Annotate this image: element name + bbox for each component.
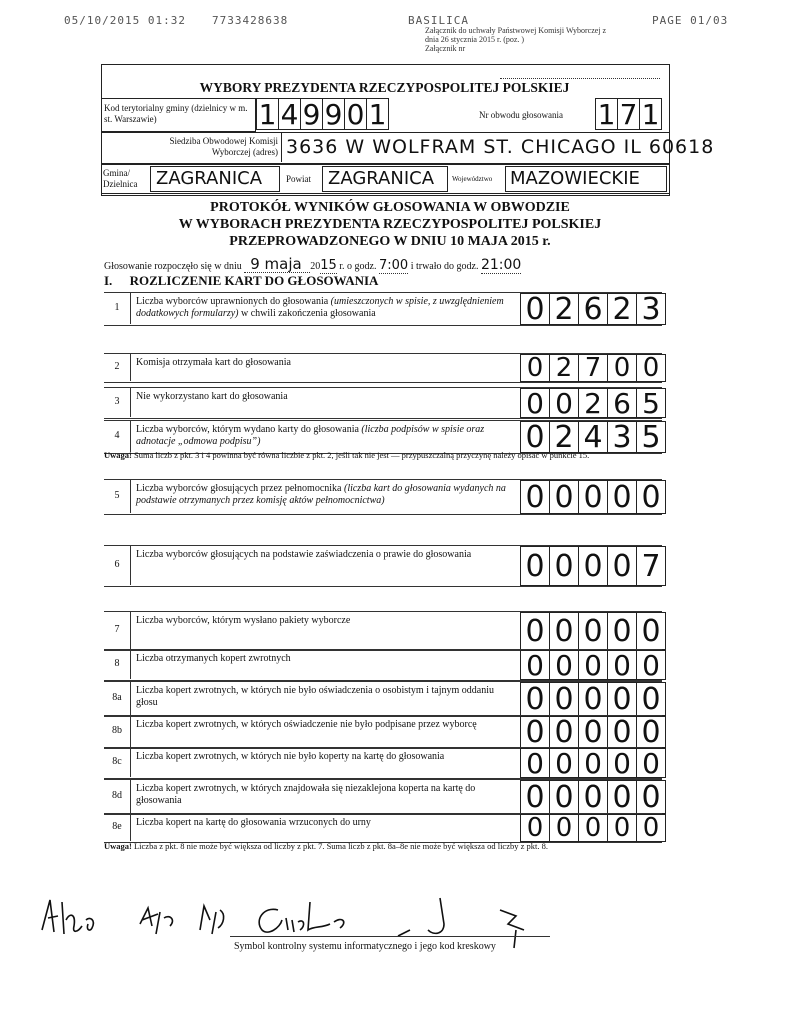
row-8-digit-3: 0: [578, 650, 608, 680]
row-8a-digit-5: 0: [636, 682, 666, 716]
row-3-digit-2: 0: [549, 388, 579, 418]
row-8-digit-2: 0: [549, 650, 579, 680]
row-2-digit-5: 0: [636, 354, 666, 382]
note-2: [104, 842, 674, 852]
row-8a-digit-3: 0: [578, 682, 608, 716]
section-title: ROZLICZENIE KART DO GŁOSOWANIA: [129, 273, 379, 288]
protocol-title: [100, 200, 680, 250]
row-4-digit-5: 5: [636, 421, 666, 453]
row-label: [136, 549, 506, 561]
row-label-text: Liczba kopert zwrotnych, w których nie było oświadczenia o osobistym i tajnym oddaniu głosu: [136, 685, 494, 708]
form-title: WYBORY PREZYDENTA RZECZYPOSPOLITEJ POLSKIEJ: [199, 80, 570, 95]
row-1-digit-5: 3: [636, 293, 666, 325]
fax-phone: 7733428638: [212, 14, 289, 27]
row-6-digit-4: 0: [607, 546, 637, 586]
row-8b-digit-1: 0: [520, 716, 550, 748]
voting-start-line: [104, 255, 664, 273]
territorial-code-digit-6: 1: [366, 98, 389, 130]
attachment-line1: Załącznik do uchwały Państwowej Komisji Wyborczej z: [425, 26, 607, 35]
row-1-digit-2: 2: [549, 293, 579, 325]
row-number: 2: [104, 353, 131, 381]
row-label-text: Liczba kopert zwrotnych, w których nie było koperty na kartę do głosowania: [136, 751, 445, 762]
row-8e-digit-5: 0: [636, 814, 666, 842]
row-8b-digit-5: 0: [636, 716, 666, 748]
row-8c-digit-4: 0: [607, 748, 637, 778]
territorial-code-digit-3: 9: [300, 98, 323, 130]
row-label: [136, 357, 506, 369]
row-8d-digit-5: 0: [636, 780, 666, 814]
attachment-line3: Załącznik nr: [425, 43, 466, 53]
row-3-digit-4: 6: [607, 388, 637, 418]
powiat-label: Powiat: [286, 174, 312, 184]
voting-start-label: Głosowanie rozpoczęło się w dniu: [104, 261, 242, 272]
territorial-code-digit-1: 1: [256, 98, 279, 130]
attachment-note: [425, 27, 665, 53]
row-number: 7: [104, 611, 131, 649]
row-1-digit-4: 2: [607, 293, 637, 325]
row-label-text: Liczba kopert na kartę do głosowania wrzuconych do urny: [136, 817, 371, 828]
row-1-digit-3: 6: [578, 293, 608, 325]
row-number: 8: [104, 649, 131, 679]
row-2-digit-4: 0: [607, 354, 637, 382]
row-2-digit-3: 7: [578, 354, 608, 382]
district-no-label: Nr obwodu głosowania: [479, 110, 563, 120]
row-8e-digit-3: 0: [578, 814, 608, 842]
section-header: [104, 273, 378, 289]
row-8b-digit-4: 0: [607, 716, 637, 748]
note-1-text: Suma liczb z pkt. 3 i 4 powinna być równa liczbie z pkt. 2, jeśli tak nie jest — przypuszczalną przyczynę należy opisać w punkcie 15.: [131, 450, 590, 460]
row-number: 8b: [104, 715, 131, 747]
district-no-digit-2: 7: [617, 98, 640, 130]
row-label: [136, 817, 506, 829]
row-8d-digit-1: 0: [520, 780, 550, 814]
row-8-digit-1: 0: [520, 650, 550, 680]
note-1: [104, 451, 664, 461]
row-5-digit-1: 0: [520, 480, 550, 514]
row-number: 8d: [104, 779, 131, 813]
row-6-digit-2: 0: [549, 546, 579, 586]
row-label-text: Liczba wyborców głosujących przez pełnomocnika: [136, 483, 344, 494]
row-8-digit-5: 0: [636, 650, 666, 680]
row-5-digit-4: 0: [607, 480, 637, 514]
section-number: I.: [104, 273, 113, 288]
fax-sender-name: BASILICA: [408, 14, 469, 27]
barcode-line: [230, 936, 550, 937]
row-label: [136, 751, 506, 763]
row-6-digit-3: 0: [578, 546, 608, 586]
row-label-text: Liczba kopert zwrotnych, w których oświadczenie nie było podpisane przez wyborcę: [136, 719, 477, 730]
row-number: 8a: [104, 681, 131, 715]
row-7-digit-1: 0: [520, 612, 550, 650]
territorial-code-digit-5: 0: [344, 98, 367, 130]
row-8c-digit-5: 0: [636, 748, 666, 778]
territorial-code-label: Kod terytorialny gminy (dzielnicy w m. st. Warszawie): [104, 103, 248, 124]
seat-divider: [281, 132, 282, 162]
row-5-digit-5: 0: [636, 480, 666, 514]
fax-date-time: 05/10/2015 01:32: [64, 14, 186, 27]
district-no-digit-1: 1: [595, 98, 618, 130]
row-number: 3: [104, 387, 131, 417]
row-8c-digit-2: 0: [549, 748, 579, 778]
row-2-digit-1: 0: [520, 354, 550, 382]
row-label-text: Liczba wyborców głosujących na podstawie zaświadczenia o prawie do głosowania: [136, 549, 472, 560]
row-3-digit-1: 0: [520, 388, 550, 418]
protocol-title-line3: PRZEPROWADZONEGO W DNIU 10 MAJA 2015 r.: [229, 233, 551, 249]
row-label-text: Liczba wyborców, którym wysłano pakiety wyborcze: [136, 615, 351, 626]
dotted-line: [500, 70, 660, 79]
row-8e-digit-2: 0: [549, 814, 579, 842]
row-label-italic: (liczba podpisów w spisie oraz adnotacje „odmowa podpisu”): [136, 424, 485, 447]
row-label: [136, 615, 506, 627]
row-8b-digit-2: 0: [549, 716, 579, 748]
gmina-value: ZAGRANICA: [156, 168, 263, 189]
row-8a-digit-4: 0: [607, 682, 637, 716]
territorial-code-digit-2: 4: [278, 98, 301, 130]
row-label-italic: (umieszczonych w spisie, z uwzględnieniem dodatkowych formularzy): [136, 296, 504, 319]
at-hour-label: r. o godz.: [339, 261, 377, 272]
row-number: 8e: [104, 813, 131, 841]
year-suffix: 15: [320, 258, 337, 273]
row-8b-digit-3: 0: [578, 716, 608, 748]
row-8e-digit-4: 0: [607, 814, 637, 842]
row-4-digit-4: 3: [607, 421, 637, 453]
row-3-digit-5: 5: [636, 388, 666, 418]
row-label: [136, 719, 506, 731]
row-label: [136, 424, 506, 447]
row-number: 6: [104, 545, 131, 585]
row-8d-digit-4: 0: [607, 780, 637, 814]
row-7-digit-3: 0: [578, 612, 608, 650]
row-label-text: Liczba otrzymanych kopert zwrotnych: [136, 653, 291, 664]
lasted-label: i trwało do godz.: [410, 261, 479, 272]
row-7-digit-4: 0: [607, 612, 637, 650]
row-4-digit-3: 4: [578, 421, 608, 453]
territorial-code-digit-4: 9: [322, 98, 345, 130]
row-label-italic: (liczba kart do głosowania wydanych na podstawie otrzymanych przez komisję aktów pełnomocnictwa): [136, 483, 506, 506]
row-6-digit-1: 0: [520, 546, 550, 586]
row-label-text: Komisja otrzymała kart do głosowania: [136, 357, 291, 368]
row-label-tail: w chwili zakończenia głosowania: [238, 307, 376, 319]
row-5-digit-3: 0: [578, 480, 608, 514]
row-7-digit-5: 0: [636, 612, 666, 650]
row-4-digit-2: 2: [549, 421, 579, 453]
powiat-value: ZAGRANICA: [328, 168, 435, 189]
row-label: [136, 783, 506, 806]
row-8c-digit-1: 0: [520, 748, 550, 778]
gmina-label: Gmina/ Dzielnica: [103, 168, 138, 189]
row-8d-digit-2: 0: [549, 780, 579, 814]
commission-seat-value: 3636 W WOLFRAM ST. CHICAGO IL 60618: [286, 136, 715, 158]
wojewodztwo-label: Województwo: [452, 175, 493, 183]
note-2-label: Uwaga!: [104, 841, 132, 851]
end-hour: 21:00: [480, 257, 522, 273]
wojewodztwo-value: MAZOWIECKIE: [510, 168, 640, 189]
row-number: 8c: [104, 747, 131, 777]
row-number: 5: [104, 479, 131, 513]
row-number: 4: [104, 420, 131, 452]
attachment-line2: dnia 26 stycznia 2015 r. (poz. ): [425, 34, 525, 44]
row-label-text: Liczba wyborców, którym wydano karty do głosowania: [136, 424, 362, 435]
row-7-digit-2: 0: [549, 612, 579, 650]
row-8a-digit-2: 0: [549, 682, 579, 716]
row-4-digit-1: 0: [520, 421, 550, 453]
row-2-digit-2: 2: [549, 354, 579, 382]
row-8c-digit-3: 0: [578, 748, 608, 778]
year-prefix: 20: [310, 261, 321, 272]
voting-day: 9 maja: [250, 255, 302, 273]
row-3-digit-3: 2: [578, 388, 608, 418]
row-6-digit-5: 7: [636, 546, 666, 586]
row-8-digit-4: 0: [607, 650, 637, 680]
row-label-text: Liczba wyborców uprawnionych do głosowania: [136, 296, 331, 307]
fax-page: PAGE 01/03: [652, 14, 729, 27]
row-label: [136, 391, 506, 403]
row-label: [136, 483, 506, 506]
row-label: [136, 296, 506, 319]
row-8a-digit-1: 0: [520, 682, 550, 716]
protocol-title-line2: W WYBORACH PREZYDENTA RZECZYPOSPOLITEJ POLSKIEJ: [178, 216, 602, 232]
row-label: [136, 653, 506, 665]
protocol-title-line1: PROTOKÓŁ WYNIKÓW GŁOSOWANIA W OBWODZIE: [210, 200, 570, 215]
commission-seat-label: Siedziba Obwodowej Komisji Wyborczej (adres): [169, 136, 278, 158]
row-label-text: Liczba kopert zwrotnych, w których znajdowała się niezaklejona koperta na kartę do głosowania: [136, 783, 476, 806]
row-8e-digit-1: 0: [520, 814, 550, 842]
row-5-digit-2: 0: [549, 480, 579, 514]
row-number: 1: [104, 292, 131, 324]
row-label: [136, 685, 506, 708]
barcode-label: Symbol kontrolny systemu informatycznego i jego kod kreskowy: [234, 941, 496, 952]
row-label-text: Nie wykorzystano kart do głosowania: [136, 391, 288, 402]
district-no-digit-3: 1: [639, 98, 662, 130]
note-1-label: Uwaga!: [104, 450, 132, 460]
row-8d-digit-3: 0: [578, 780, 608, 814]
row-1-digit-1: 0: [520, 293, 550, 325]
note-2-text: Liczba z pkt. 8 nie może być większa od liczby z pkt. 7. Suma liczb z pkt. 8a–8e nie może być większa od liczby z pkt. 8.: [131, 841, 548, 851]
start-hour: 7:00: [379, 258, 409, 273]
